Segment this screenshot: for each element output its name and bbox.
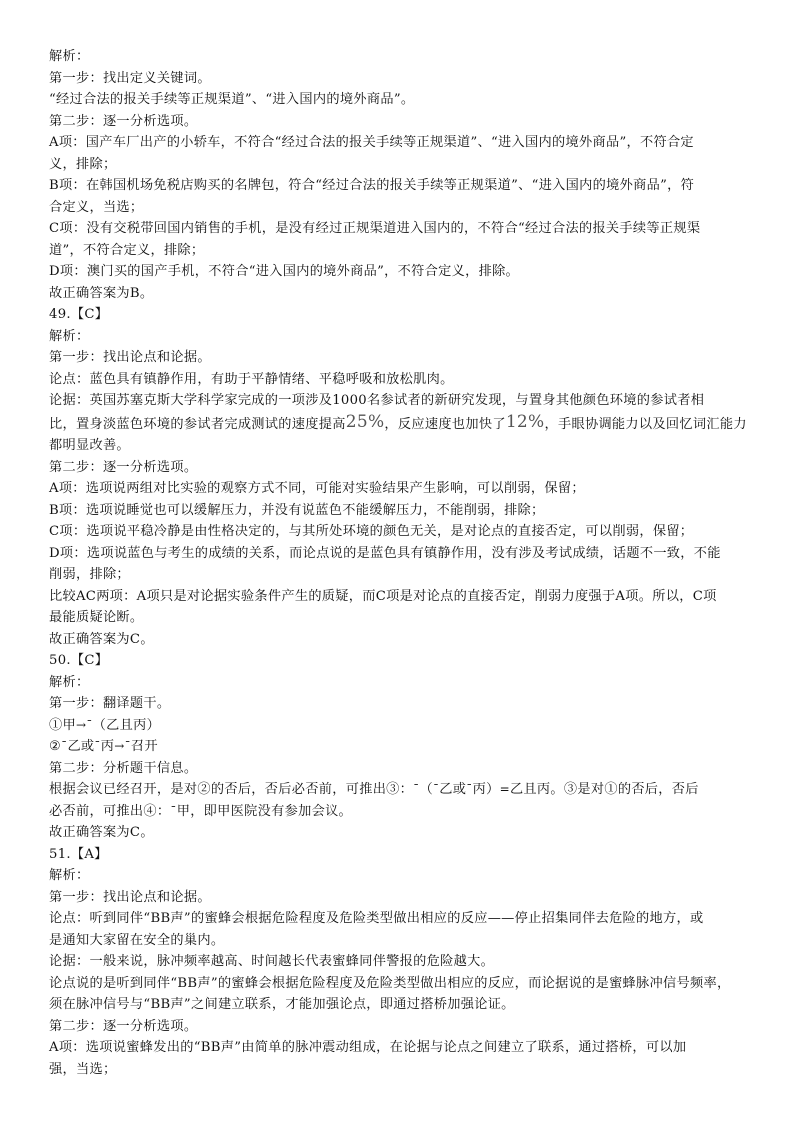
text-line: 最能质疑论断。 bbox=[49, 610, 144, 625]
text-line: 故正确答案为C。 bbox=[49, 631, 154, 647]
percent-value: 12% bbox=[505, 411, 545, 432]
text-line: 解析： bbox=[49, 868, 90, 883]
text-line: A项：选项说蜜蜂发出的“BB声”由简单的脉冲震动组成，在论据与论点之间建立了联系，通过搭桥，可以加 bbox=[49, 1040, 687, 1055]
text-segment: 丙） bbox=[472, 782, 500, 797]
text-line: 论据：一般来说，脉冲频率越高、时间越长代表蜜蜂同伴警报的危险越大。 bbox=[49, 954, 495, 969]
text-segment: （乙且丙） bbox=[92, 717, 161, 733]
negation-symbol: ¯ bbox=[432, 782, 440, 796]
arrow-symbol: → bbox=[75, 717, 87, 732]
question-number: 51.【A】 bbox=[49, 846, 108, 862]
logic-formula-2 bbox=[49, 736, 749, 758]
text-segment: 乙或 bbox=[67, 739, 95, 754]
text-segment: （ bbox=[419, 782, 433, 797]
text-line: 第二步：分析题干信息。 bbox=[49, 760, 198, 776]
text-segment: 根据会议已经召开，是对②的否后，否后必否前，可推出③： bbox=[49, 782, 414, 797]
text-line: 解析： bbox=[49, 674, 90, 690]
text-line: 须在脉冲信号与“BB声”之间建立联系，才能加强论点，即通过搭桥加强论证。 bbox=[49, 997, 515, 1012]
text-segment: ，反应速度也加快了 bbox=[384, 416, 506, 432]
text-line: 削弱，排除； bbox=[49, 567, 130, 582]
text-line: B项：在韩国机场免税店购买的名牌包，符合“经过合法的报关手续等正规渠道”、“进入国内的境外商品”，符 bbox=[49, 178, 695, 193]
negation-symbol: ¯ bbox=[61, 739, 68, 753]
text-line: 第一步：找出定义关键词。 bbox=[49, 70, 211, 86]
text-line: 是通知大家留在安全的巢内。 bbox=[49, 932, 225, 948]
text-segment: 乙且丙。③是对①的否后，否后 bbox=[509, 782, 699, 797]
question-number: 50.【C】 bbox=[49, 653, 109, 668]
text-line: 强，当选； bbox=[49, 1061, 117, 1077]
text-line: D项：选项说蓝色与考生的成绩的关系，而论点说的是蓝色具有镇静作用，没有涉及考试成绩，话题不一致，不能 bbox=[49, 545, 721, 561]
text-line: B项：选项说睡觉也可以缓解压力，并没有说蓝色不能缓解压力，不能削弱，排除； bbox=[49, 502, 545, 518]
negation-symbol: ¯ bbox=[413, 782, 420, 796]
text-line: A项：选项说两组对比实验的观察方式不同，可能对实验结果产生影响，可以削弱，保留； bbox=[49, 481, 585, 496]
text-line: 第二步：逐一分析选项。 bbox=[49, 1018, 198, 1034]
text-segment: ② bbox=[49, 739, 62, 754]
negation-symbol: ¯ bbox=[466, 782, 473, 796]
logic-formula-1 bbox=[49, 715, 749, 737]
text-line: 第一步：找出论点和论据。 bbox=[49, 350, 211, 365]
text-line: C项：选项说平稳冷静是由性格决定的，与其所处环境的颜色无关，是对论点的直接否定，可以削弱，保留； bbox=[49, 524, 694, 539]
text-line: A项：国产车厂出产的小轿车，不符合“经过合法的报关手续等正规渠道”、“进入国内的境外商品”，不符合定 bbox=[49, 135, 694, 150]
text-segment: 乙或 bbox=[439, 782, 467, 797]
text-line-percent bbox=[49, 412, 749, 436]
text-line: 解析： bbox=[49, 49, 90, 64]
text-segment: 丙 bbox=[100, 739, 115, 754]
text-line: 论点说的是听到同伴“BB声”的蜜蜂会根据危险程度及危险类型做出相应的反应，而论据说的是蜜蜂脉冲信号频率， bbox=[49, 975, 731, 991]
text-line: 故正确答案为C。 bbox=[49, 825, 154, 840]
text-line: 比较AC两项：A项只是对论据实验条件产生的质疑，而C项是对论点的直接否定，削弱力度强于A项。所以，C项 bbox=[49, 588, 717, 604]
text-line: C项：没有交税带回国内销售的手机，是没有经过正规渠道进入国内的，不符合“经过合法的报关手续等正规渠 bbox=[49, 221, 701, 236]
text-line: 论据：英国苏塞克斯大学科学家完成的一项涉及1000名参试者的新研究发现，与置身其他颜色环境的参试者相 bbox=[49, 393, 705, 408]
text-line: 合定义，当选； bbox=[49, 199, 144, 215]
text-line: 论点：蓝色具有镇静作用，有助于平静情绪、平稳呼吸和放松肌肉。 bbox=[49, 371, 454, 387]
logic-inference bbox=[49, 801, 749, 823]
text-segment: ，手眼协调能力以及回忆词汇能力 bbox=[544, 416, 747, 432]
negation-symbol: ¯ bbox=[124, 739, 131, 753]
text-segment: 比，置身淡蓝色环境的参试者完成测试的速度提高 bbox=[49, 416, 346, 432]
text-line: D项：澳门买的国产手机，不符合“进入国内的境外商品”，不符合定义，排除。 bbox=[49, 264, 520, 279]
text-line: 义，排除； bbox=[49, 156, 117, 172]
text-segment: 必否前，可推出④： bbox=[49, 803, 171, 819]
negation-symbol: ¯ bbox=[86, 717, 93, 732]
negation-symbol: ¯ bbox=[170, 803, 177, 818]
arrow-symbol: → bbox=[114, 739, 125, 753]
text-line: 第一步：翻译题干。 bbox=[49, 696, 171, 711]
text-line: 都明显改善。 bbox=[49, 438, 130, 453]
text-line: 解析： bbox=[49, 328, 90, 344]
text-line: 论点：听到同伴“BB声”的蜜蜂会根据危险程度及危险类型做出相应的反应——停止招集同伴去危险的地方，或 bbox=[49, 911, 704, 926]
text-segment: 甲，即甲医院没有参加会议。 bbox=[176, 803, 353, 819]
text-segment: ①甲 bbox=[49, 717, 76, 733]
question-number: 49.【C】 bbox=[49, 307, 109, 322]
text-line: 第二步：逐一分析选项。 bbox=[49, 113, 198, 129]
equals-symbol: = bbox=[499, 782, 510, 796]
text-line: 道”，不符合定义，排除； bbox=[49, 242, 205, 258]
document-page bbox=[49, 46, 749, 1080]
text-line: 第一步：找出论点和论据。 bbox=[49, 889, 211, 905]
text-line: 第二步：逐一分析选项。 bbox=[49, 459, 198, 475]
text-line: “经过合法的报关手续等正规渠道”、“进入国内的境外商品”。 bbox=[49, 92, 415, 107]
text-line: 故正确答案为B。 bbox=[49, 285, 154, 301]
text-segment: 召开 bbox=[130, 739, 158, 754]
percent-value: 25% bbox=[345, 411, 385, 432]
negation-symbol: ¯ bbox=[94, 739, 101, 753]
logic-inference bbox=[49, 779, 749, 801]
